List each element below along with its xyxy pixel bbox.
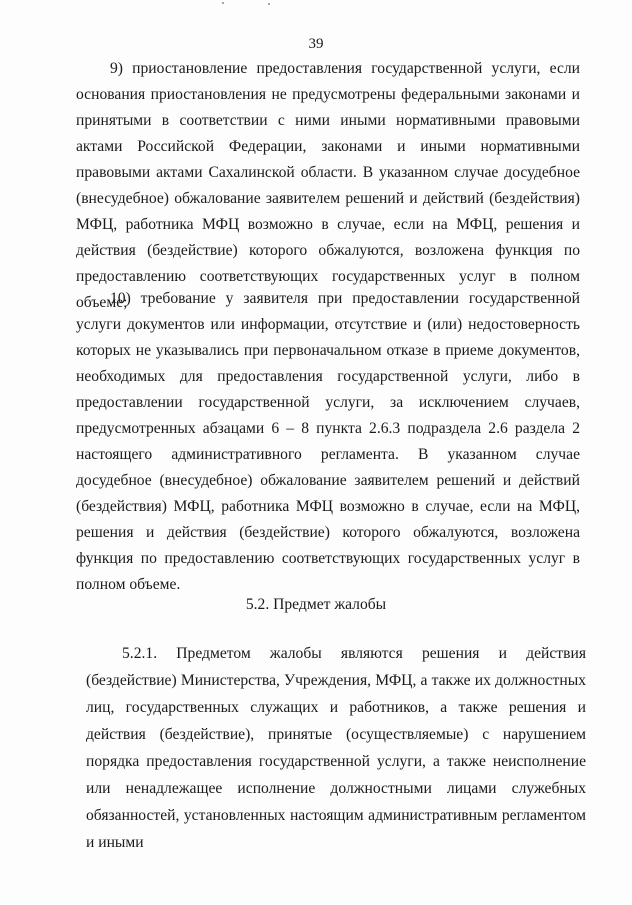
scan-speck — [268, 3, 270, 5]
paragraph-item-9: 9) приостановление предоставления государственной услуги, если основания приостановления не предусмотрены федеральными законами и принятыми в соответствии с ними иными нормативными правовыми актами Российской Федерации, законами и иными нормативными правовыми актами Сахалинской области. В указанном случае досудебное (внесудебное) обжалование заявителем решений и действий (бездействия) МФЦ, работника МФЦ возможно в случае, если на МФЦ, решения и действия (бездействие) которого обжалуются, возложена функция по предоставлению соответствующих государственных услуг в полном объеме; — [76, 60, 580, 311]
paragraph-item-10: 10) требование у заявителя при предоставлении государственной услуги документов или информации, отсутствие и (или) недостоверность которых не указывались при первоначальном отказе в приеме документов, необходимых для предоставления государственной услуги, либо в предоставлении государственной услуги, за исключением случаев, предусмотренных абзацами 6 – 8 пункта 2.6.3 подраздела 2.6 раздела 2 настоящего административного регламента. В указанном случае досудебное (внесудебное) обжалование заявителем решений и действий (бездействия) МФЦ, работника МФЦ возможно в случае, если на МФЦ, решения и действия (бездействие) которого обжалуются, возложена функция по предоставлению соответствующих государственных услуг в полном объеме. — [76, 290, 580, 593]
section-heading: 5.2. Предмет жалобы — [245, 596, 387, 613]
page-number: 39 — [308, 36, 324, 52]
scan-speck — [222, 2, 224, 4]
section-paragraph-5-2-1: 5.2.1. Предметом жалобы являются решения и действия (бездействие) Министерства, Учреждения, МФЦ, а также их должностных лиц, государственных служащих и работников, а также решения и действия (бездействие), принятые (осуществляемые) с нарушением порядка предоставления государственной услуги, а также неисполнение или ненадлежащее исполнение должностными лицами служебных обязанностей, установленных настоящим административным регламентом и иными — [86, 645, 586, 851]
